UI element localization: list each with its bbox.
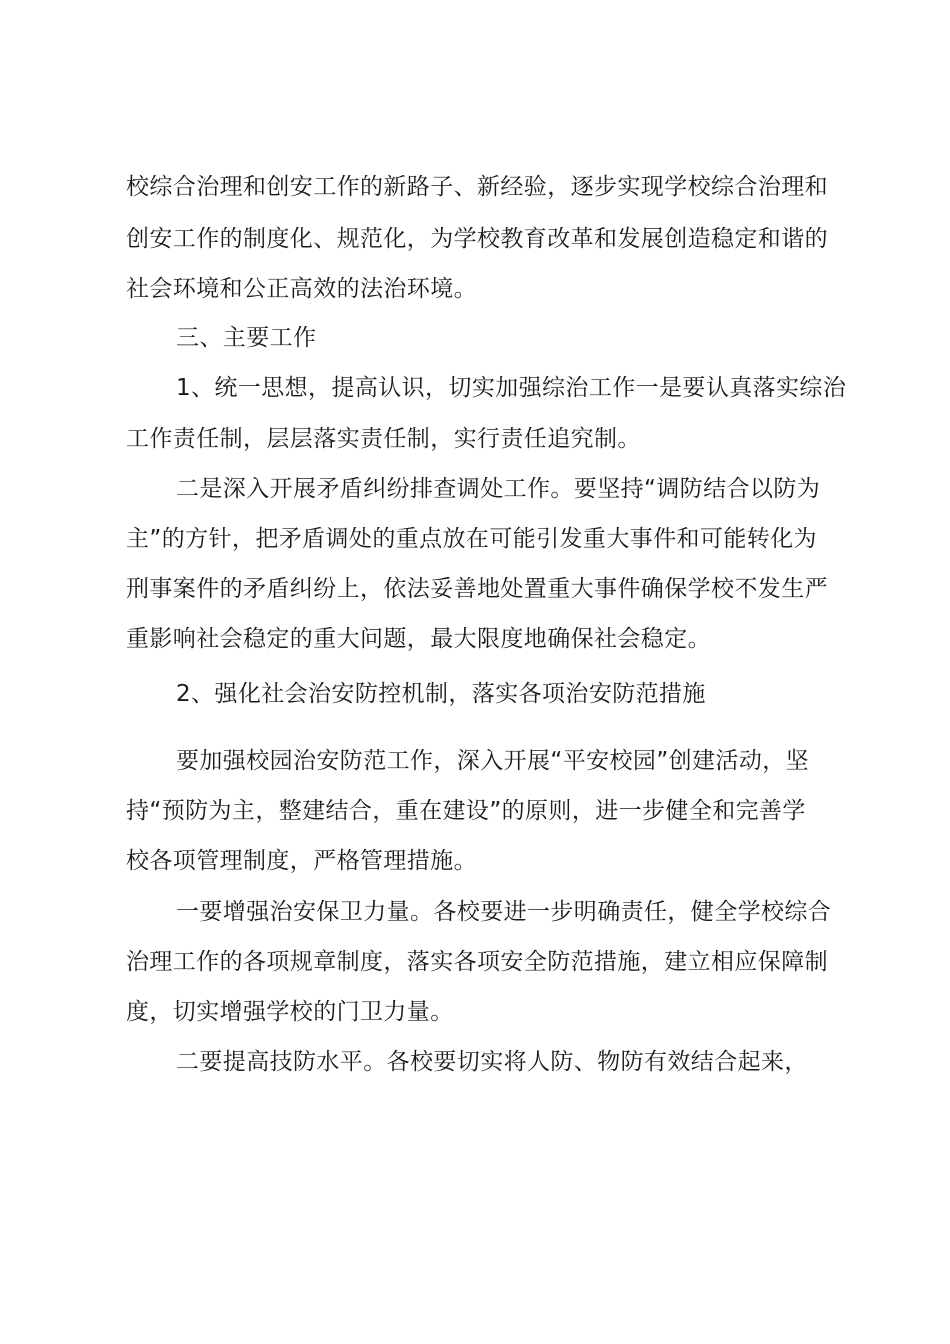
text-line: 治理工作的各项规章制度，落实各项安全防范措施，建立相应保障制 (126, 949, 828, 975)
text-line: 要加强校园治安防范工作，深入开展“平安校园”创建活动，坚 (176, 748, 810, 774)
text-line: 刑事案件的矛盾纠纷上，依法妥善地处置重大事件确保学校不发生严 (126, 576, 828, 602)
section-heading: 三、主要工作 (176, 325, 317, 351)
text-line: 二是深入开展矛盾纠纷排查调处工作。要坚持“调防结合以防为 (176, 476, 821, 502)
text-line: 一要增强治安保卫力量。各校要进一步明确责任，健全学校综合 (176, 899, 832, 925)
text-line: 工作责任制，层层落实责任制，实行责任追究制。 (126, 426, 641, 452)
text-line: 校各项管理制度，严格管理措施。 (126, 848, 477, 874)
text-line: 重影响社会稳定的重大问题，最大限度地确保社会稳定。 (126, 626, 711, 652)
subsection-heading: 2、强化社会治安防控机制，落实各项治安防范措施 (176, 681, 706, 707)
text-line: 主”的方针，把矛盾调处的重点放在可能引发重大事件和可能转化为 (126, 526, 817, 552)
text-line: 社会环境和公正高效的法治环境。 (126, 276, 477, 302)
text-line: 二要提高技防水平。各校要切实将人防、物防有效结合起来， (176, 1049, 808, 1075)
text-line: 度，切实增强学校的门卫力量。 (126, 999, 454, 1025)
text-line: 1、统一思想，提高认识，切实加强综治工作一是要认真落实综治 (176, 375, 847, 401)
text-line: 校综合治理和创安工作的新路子、新经验，逐步实现学校综合治理和 (126, 174, 828, 200)
text-line: 持“预防为主，整建结合，重在建设”的原则，进一步健全和完善学 (126, 798, 806, 824)
text-line: 创安工作的制度化、规范化，为学校教育改革和发展创造稳定和谐的 (126, 226, 828, 252)
